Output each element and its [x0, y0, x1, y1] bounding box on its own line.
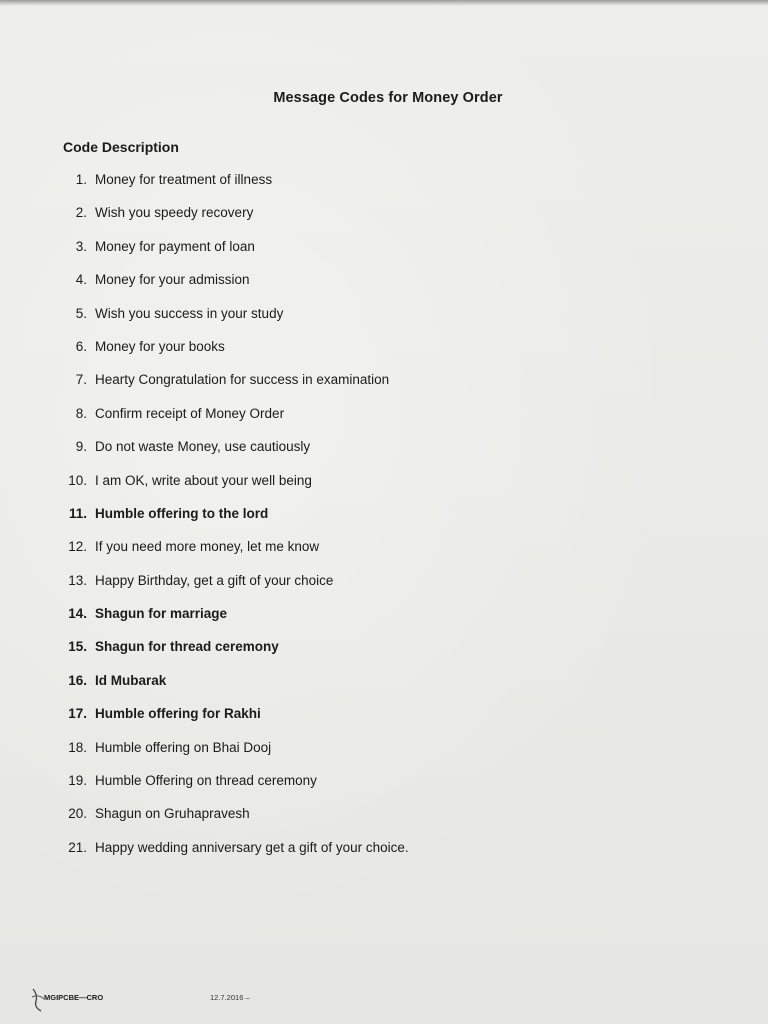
- code-description: Happy Birthday, get a gift of your choice: [95, 572, 334, 588]
- footer: [30, 985, 350, 1015]
- code-item: [56, 205, 409, 238]
- code-item: [56, 306, 409, 339]
- code-description: Shagun on Gruhapravesh: [95, 806, 250, 822]
- code-number: 10.: [68, 472, 87, 488]
- code-item: [56, 673, 409, 706]
- code-description: Wish you success in your study: [95, 305, 284, 321]
- code-item: [56, 606, 409, 639]
- code-description: Humble offering to the lord: [95, 505, 269, 521]
- code-item: [56, 806, 409, 839]
- code-number: 6.: [75, 338, 87, 354]
- code-description: Money for treatment of illness: [95, 172, 273, 187]
- code-number: 20.: [68, 806, 87, 822]
- code-description: I am OK, write about your well being: [95, 472, 312, 488]
- code-item: [56, 406, 409, 439]
- code-item: [56, 840, 409, 873]
- code-description: Happy wedding anniversary get a gift of your choice.: [95, 839, 409, 855]
- code-description: Wish you speedy recovery: [95, 205, 254, 221]
- code-item: [56, 706, 409, 739]
- code-description: Do not waste Money, use cautiously: [95, 439, 311, 455]
- code-number: 13.: [68, 572, 87, 588]
- code-description: Money for your admission: [95, 272, 250, 288]
- code-number: 15.: [68, 639, 87, 655]
- code-item: [56, 239, 409, 272]
- code-item: [56, 773, 409, 806]
- code-item: [56, 740, 409, 773]
- code-number: 7.: [75, 372, 87, 388]
- code-item: [56, 573, 409, 606]
- page-title: Message Codes for Money Order: [273, 90, 503, 106]
- code-number: 3.: [75, 238, 87, 254]
- code-number: 11.: [68, 505, 87, 521]
- code-number: 18.: [68, 739, 87, 755]
- code-description: Id Mubarak: [95, 672, 167, 688]
- code-description: Humble offering on Bhai Dooj: [95, 739, 272, 755]
- code-number: 19.: [68, 773, 87, 789]
- column-header: Code Description: [63, 139, 179, 155]
- code-description: Confirm receipt of Money Order: [95, 405, 285, 421]
- code-number: 5.: [75, 305, 87, 321]
- code-number: 14.: [68, 606, 87, 622]
- code-item: [56, 473, 409, 506]
- code-item: [56, 506, 409, 539]
- code-number: 8.: [75, 405, 87, 421]
- code-number: 2.: [75, 205, 87, 221]
- code-item: [56, 539, 409, 572]
- footer-code: MGIPCBE—CRO: [44, 993, 104, 1002]
- code-description: If you need more money, let me know: [95, 539, 320, 555]
- code-description: Money for your books: [95, 338, 225, 354]
- code-item: [56, 372, 409, 405]
- code-item: [56, 639, 409, 672]
- code-description: Humble Offering on thread ceremony: [95, 773, 317, 789]
- code-number: 16.: [68, 672, 87, 688]
- code-number: 1.: [75, 172, 87, 187]
- code-number: 21.: [68, 839, 87, 855]
- code-item: [56, 439, 409, 472]
- code-description: Humble offering for Rakhi: [95, 706, 261, 722]
- code-description: Shagun for thread ceremony: [95, 639, 279, 655]
- code-description: Shagun for marriage: [95, 606, 228, 622]
- code-item: [56, 339, 409, 372]
- footer-date: 12.7.2016 –: [210, 993, 250, 1002]
- code-number: 9.: [75, 439, 87, 455]
- code-description: Money for payment of loan: [95, 238, 255, 254]
- code-list: [56, 172, 409, 873]
- scan-top-edge: [0, 0, 768, 6]
- code-number: 17.: [68, 706, 87, 722]
- code-item: [56, 172, 409, 205]
- code-description: Hearty Congratulation for success in examination: [95, 372, 390, 388]
- code-number: 4.: [75, 272, 87, 288]
- code-number: 12.: [68, 539, 87, 555]
- code-item: [56, 272, 409, 305]
